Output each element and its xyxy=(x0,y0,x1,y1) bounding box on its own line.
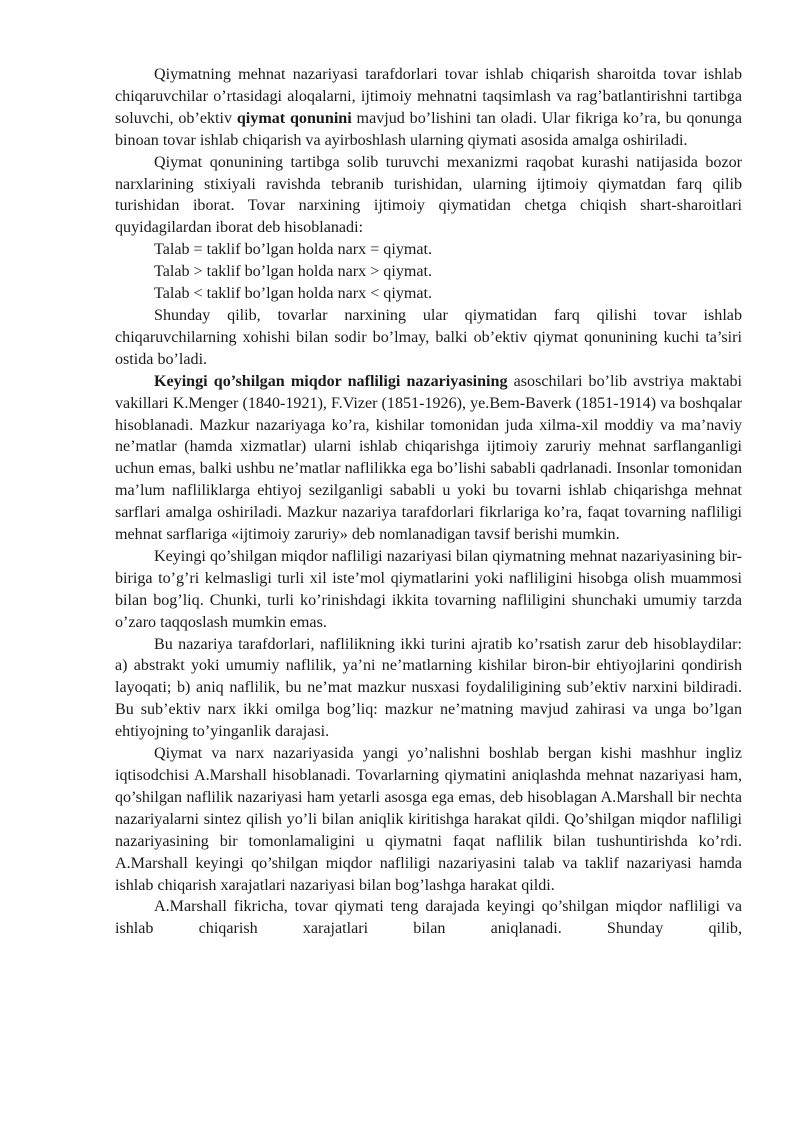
formula-line-greater: Talab > taklif bo’lgan holda narx > qiymat. xyxy=(154,263,433,281)
paragraph-text: asoschilari bo’lib avstriya maktabi vakillari K.Menger (1840-1921), F.Vizer (1851-1926), ye.Bem-Baverk (1851-1914) va boshqalar hisoblanadi. Mazkur nazariyaga ko’ra, kishilar tomonidan juda xilma-xil moddiy va ma’naviy ne’matlar (hamda xizmatlar) ularni ishlab chiqarishga ijtimoiy zaruriy mehnat sarflanganligi uchun emas, balki ushbu ne’matlar naflilikka ega bo’lishi sababli qadrlanadi. Insonlar tomonidan ma’lum nafliliklarga ehtiyoj sezilganligi sababli u yoki bu tovarni ishlab chiqarishga mehnat sarflari amalga oshiriladi. Mazkur nazariya tarafdorlari fikrlariga ko’ra, faqat tovarning nafliligi mehnat sarflariga «ijtimoiy zaruriy» deb nomlanadigan tavsif berishi mumkin. xyxy=(115,372,742,544)
document-page xyxy=(115,64,742,940)
paragraph-marginal-utility xyxy=(115,371,742,546)
paragraph-text: Qiymatning mehnat nazariyasi tarafdorlari tovar ishlab chiqarish sharoitda tovar ishlab chiqaruvchilar o’rtasidagi aloqalarni, ijtimoiy mehnatni taqsimlash va rag’batlantirishni tartibga soluvchi, ob’ektiv xyxy=(115,66,742,127)
formula-line-equal: Talab = taklif bo’lgan holda narx = qiymat. xyxy=(154,241,433,259)
bold-term-value-law: qiymat qonunini xyxy=(236,109,352,127)
paragraph-utility-types: Bu nazariya tarafdorlari, naflilikning ikki turini ajratib ko’rsatish zarur deb hisoblaydilar: a) abstrakt yoki umumiy naflilik, ya’ni ne’matlarning kishilar biron-bir ehtiyojlarini qondirish layoqati; b) aniq naflilik, bu ne’mat mazkur nusxasi foydaliligining sub’ektiv narxini bildiradi. Bu sub’ektiv narx ikki omilga bog’liq: mazkur ne’matning mavjud zahirasi va unga bo’lgan ehtiyojning to’yinganlik darajasi. xyxy=(115,635,742,741)
paragraph-marshall-opinion: A.Marshall fikricha, tovar qiymati teng darajada keyingi qo’shilgan miqdor nafliligi va ishlab chiqarish xarajatlari bilan aniqlanadi. Shunday qilib, xyxy=(115,898,742,938)
paragraph-text: mavjud bo’lishini tan oladi. Ular fikriga ko’ra, bu qonunga binoan tovar ishlab chiqarish va ayirboshlash ularning qiymati asosida amalga oshiriladi. xyxy=(115,109,742,149)
bold-term-marginal-utility: Keyingi qo’shilgan miqdor nafliligi nazariyasining xyxy=(154,372,508,390)
paragraph-conclusion: Shunday qilib, tovarlar narxining ular qiymatidan farq qilishi tovar ishlab chiqaruvchilarning xohishi bilan sodir bo’lmay, balki ob’ektiv qiymat qonunining kuchi ta’siri ostida bo’ladi. xyxy=(115,306,742,368)
paragraph-marshall: Qiymat va narx nazariyasida yangi yo’nalishni boshlab bergan kishi mashhur ingliz iqtisodchisi A.Marshall hisoblanadi. Tovarlarning qiymatini aniqlashda mehnat nazariyasi ham, qo’shilgan naflilik nazariyasi ham yetarli asosga ega emas, deb hisoblagan A.Marshall bir nechta nazariyalarni sintez qilish yo’li bilan aniqlik kiritishga harakat qildi. Qo’shilgan miqdor nafliligi nazariyasining bir tomonlamaligini u qiymatni faqat naflilik bilan tushuntirishda ko’rdi. A.Marshall keyingi qo’shilgan miqdor nafliligi nazariyasini talab va taklif nazariyasi hamda ishlab chiqarish xarajatlari nazariyasi bilan bog’lashga harakat qildi. xyxy=(115,745,742,894)
paragraph-value-law xyxy=(115,64,742,152)
formula-line-less: Talab < taklif bo’lgan holda narx < qiymat. xyxy=(154,285,433,303)
paragraph-mechanism: Qiymat qonunining tartibga solib turuvchi mexanizmi raqobat kurashi natijasida bozor narxlarining stixiyali ravishda tebranib turishidan, ularning ijtimoiy qiymatdan farq qilib turishidan iborat. Tovar narxining ijtimoiy qiymatidan chetga chiqish shart-sharoitlari quyidagilardan iborat deb hisoblanadi: xyxy=(115,153,742,237)
paragraph-comparison: Keyingi qo’shilgan miqdor nafliligi nazariyasi bilan qiymatning mehnat nazariyasining bir-biriga to’g’ri kelmasligi turli xil iste’mol qiymatlarini yoki nafliligini hisobga olish muammosi bilan bog’liq. Chunki, turli ko’rinishdagi ikkita tovarning nafliligini shunchaki umumiy tarzda o’zaro taqqoslash mumkin emas. xyxy=(115,547,742,631)
